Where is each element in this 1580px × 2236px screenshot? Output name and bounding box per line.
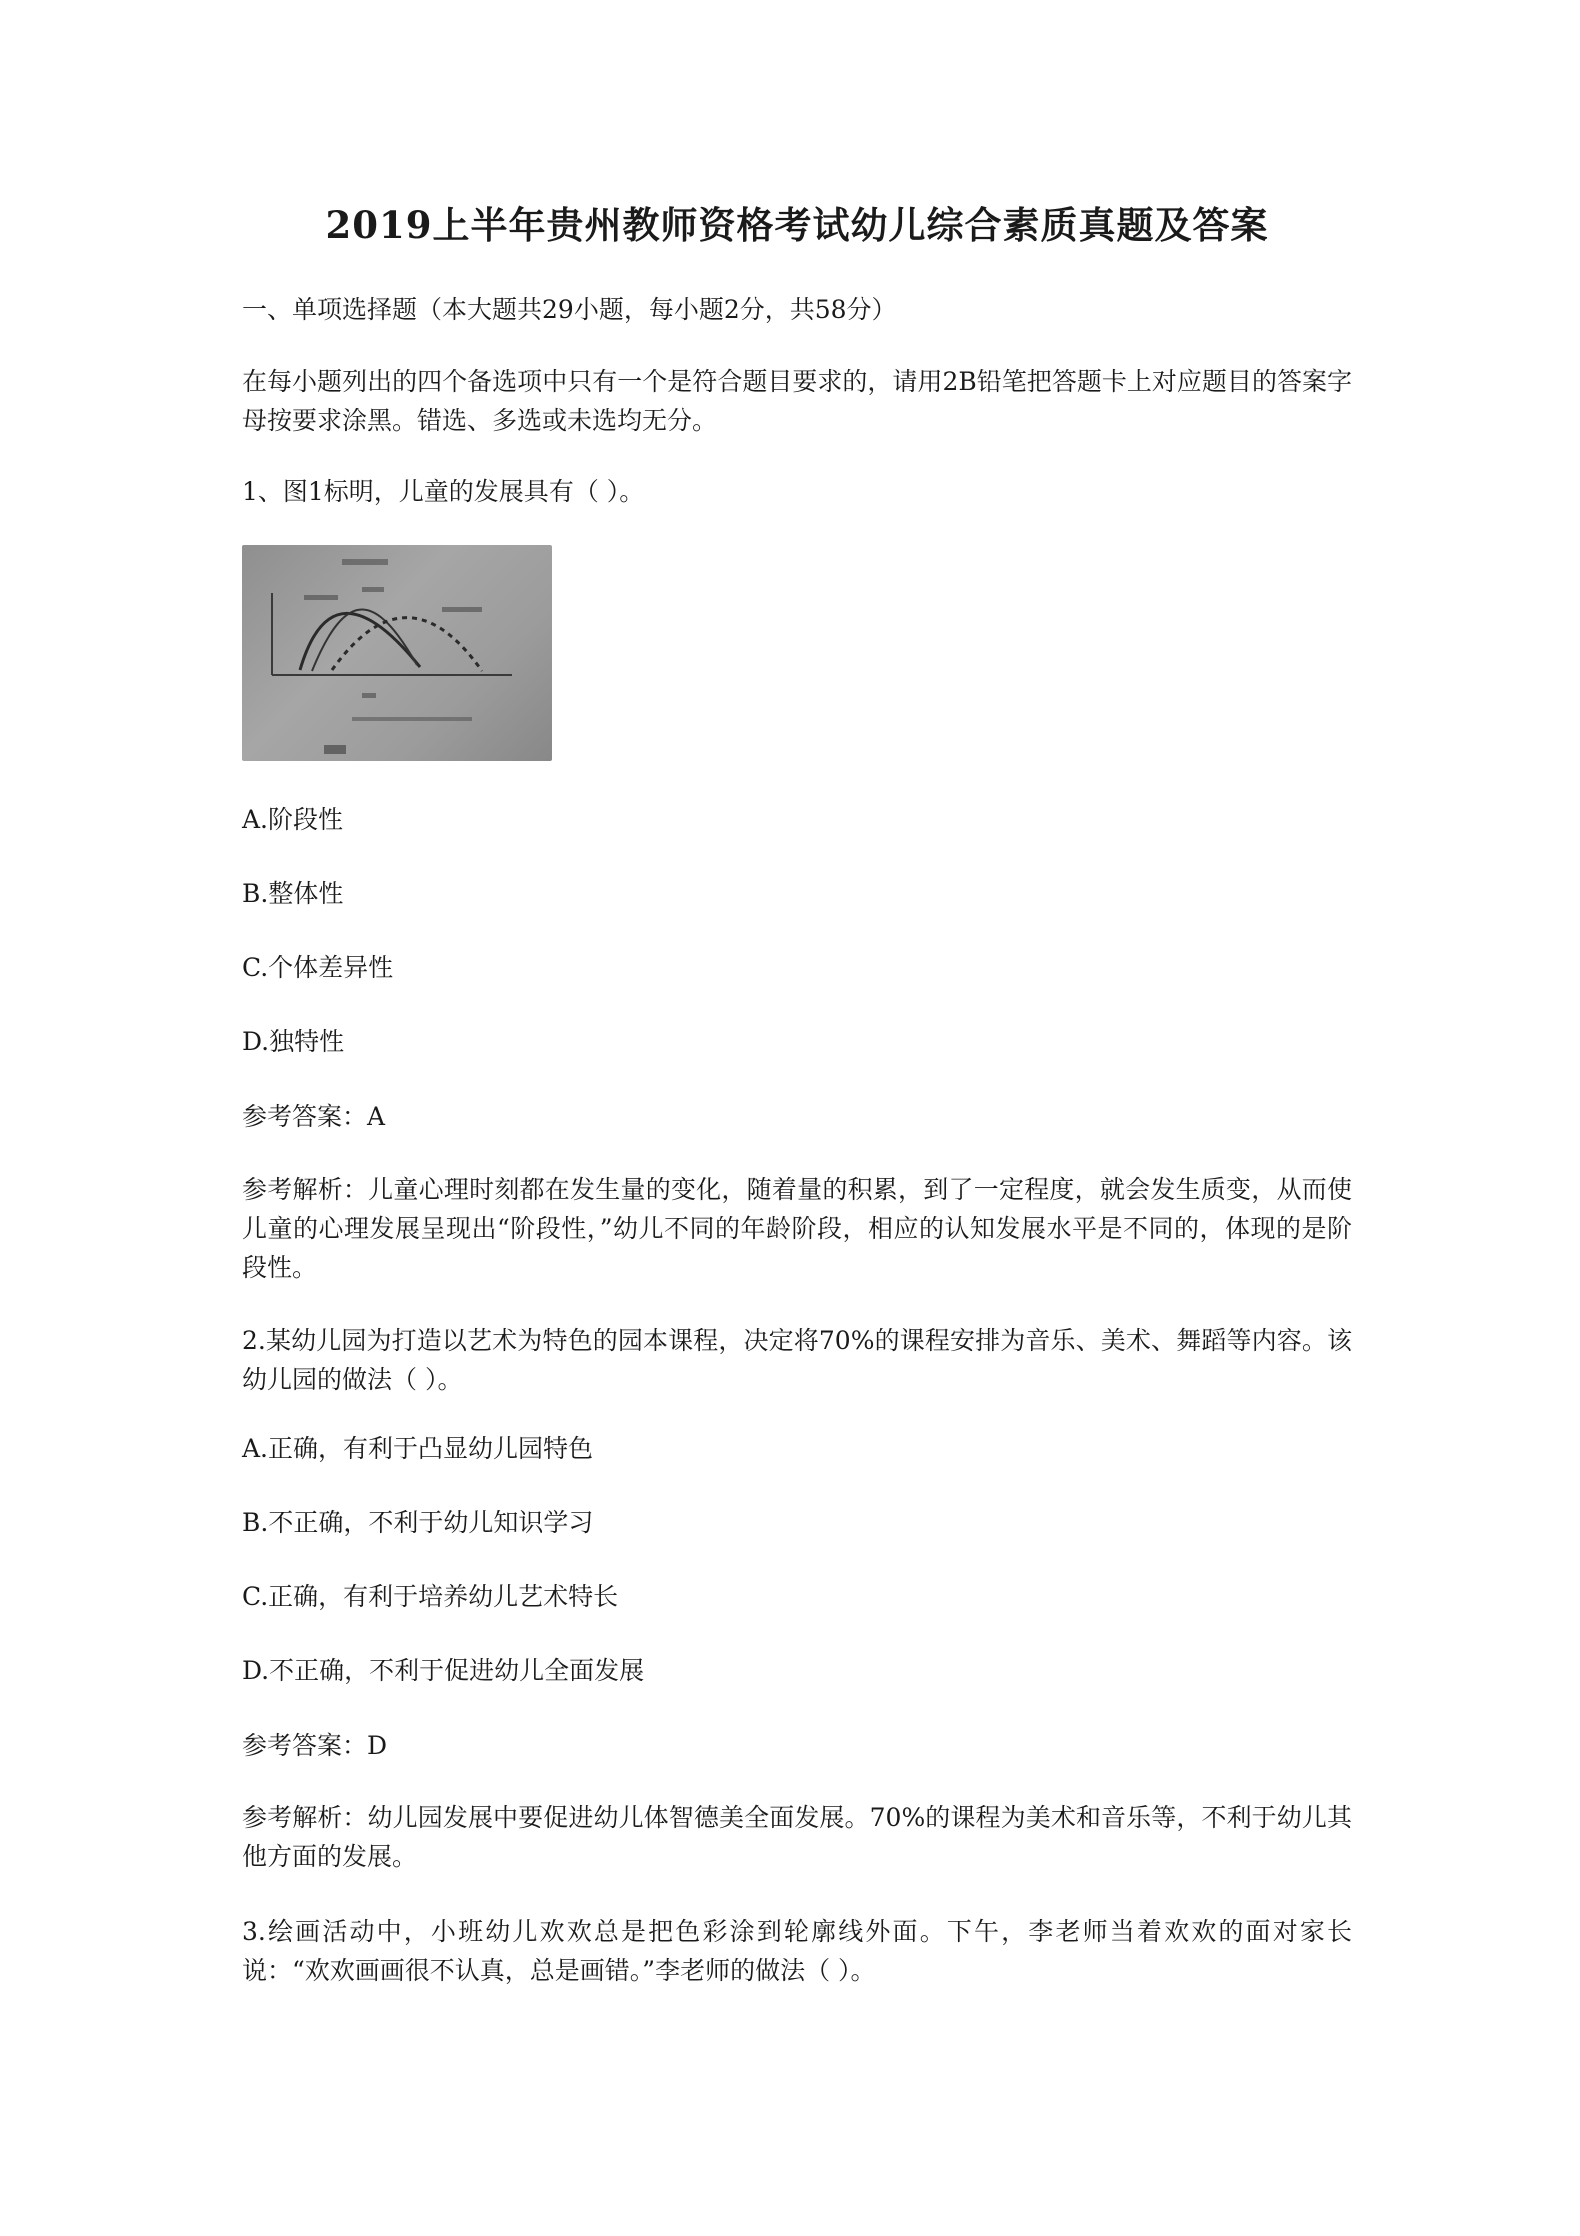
question-1-option-a: A.阶段性 xyxy=(242,805,344,834)
instructions-text: 在每小题列出的四个备选项中只有一个是符合题目要求的，请用2B铅笔把答题卡上对应题目的答案字母按要求涂黑。错选、多选或未选均无分。 xyxy=(242,367,1352,435)
question-2-option-c: C.正确，有利于培养幼儿艺术特长 xyxy=(242,1582,619,1611)
document-title: 2019上半年贵州教师资格考试幼儿综合素质真题及答案 xyxy=(325,203,1269,247)
question-1-stem: 1、图1标明，儿童的发展具有（ ）。 xyxy=(242,477,645,506)
question-2-option-d: D.不正确，不利于促进幼儿全面发展 xyxy=(242,1656,645,1685)
question-2-answer: 参考答案：D xyxy=(242,1731,388,1760)
question-3-stem: 3.绘画活动中，小班幼儿欢欢总是把色彩涂到轮廓线外面。下午，李老师当着欢欢的面对家长说：“欢欢画画很不认真，总是画错。”李老师的做法（ ）。 xyxy=(242,1917,1352,1985)
question-2-analysis: 参考解析：幼儿园发展中要促进幼儿体智德美全面发展。70%的课程为美术和音乐等，不利于幼儿其他方面的发展。 xyxy=(242,1803,1352,1871)
question-2-option-a: A.正确，有利于凸显幼儿园特色 xyxy=(242,1434,594,1463)
development-curve-chart-photo xyxy=(242,545,552,761)
question-1-option-d: D.独特性 xyxy=(242,1027,345,1056)
question-2-option-b: B.不正确，不利于幼儿知识学习 xyxy=(242,1508,594,1537)
question-1-analysis: 参考解析：儿童心理时刻都在发生量的变化，随着量的积累，到了一定程度，就会发生质变，从而使儿童的心理发展呈现出“阶段性，”幼儿不同的年龄阶段，相应的认知发展水平是不同的，体现的是阶段性。 xyxy=(242,1175,1352,1282)
question-2-stem: 2.某幼儿园为打造以艺术为特色的园本课程，决定将70%的课程安排为音乐、美术、舞蹈等内容。该幼儿园的做法（ ）。 xyxy=(242,1326,1352,1394)
question-1-option-c: C.个体差异性 xyxy=(242,953,394,982)
section-heading: 一、单项选择题（本大题共29小题，每小题2分，共58分） xyxy=(242,295,897,324)
question-1-option-b: B.整体性 xyxy=(242,879,344,908)
chart-figure-image xyxy=(242,545,552,761)
question-1-answer: 参考答案：A xyxy=(242,1102,386,1131)
